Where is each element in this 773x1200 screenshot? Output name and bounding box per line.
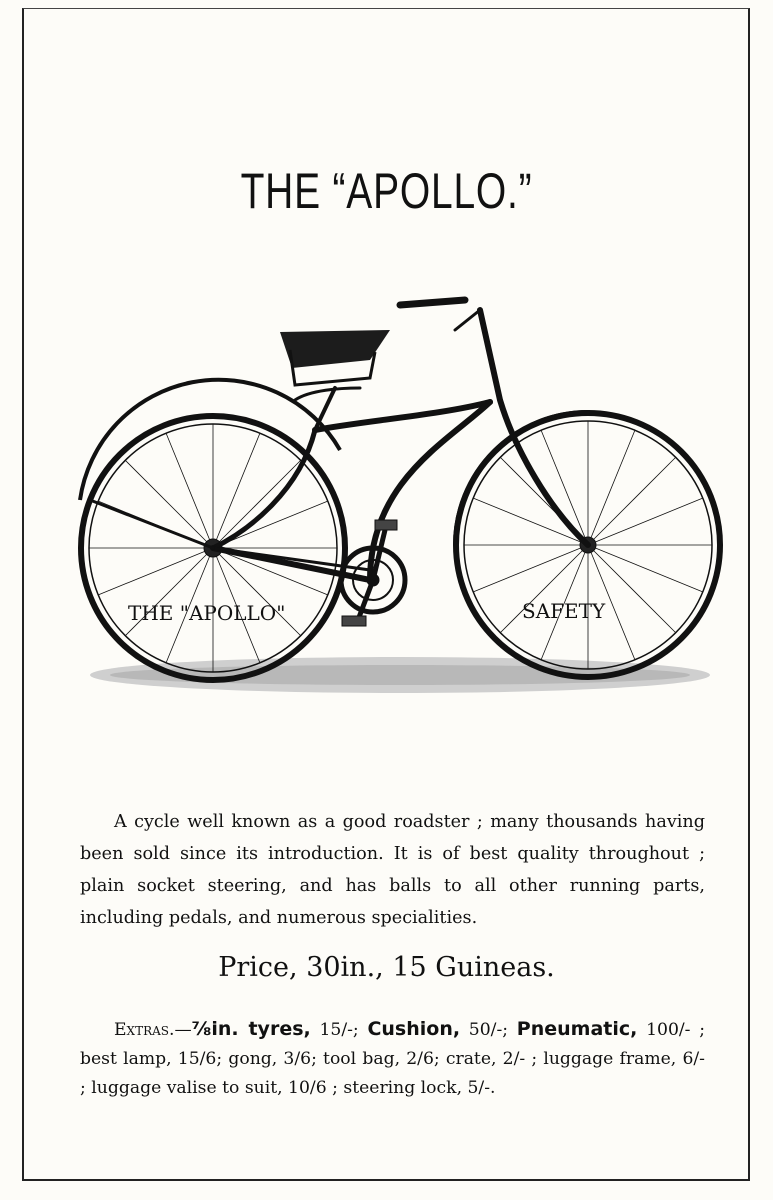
extras-cushion-label: Cushion, — [367, 1018, 461, 1040]
saddle — [280, 330, 390, 385]
extras-lead: Extras.— — [114, 1020, 192, 1040]
illustration-label-left: THE "APOLLO" — [128, 601, 286, 625]
bicycle-illustration — [70, 290, 730, 710]
illustration-label-right: SAFETY — [522, 599, 606, 623]
extras-cushion-price: 50/-; — [460, 1020, 517, 1040]
description-paragraph: A cycle well known as a good roadster ; many thousands having been sold since its introduction. It is of best quality throughout ; plain socket steering, and has balls to all other running parts, including pedals, and numerous specialities. — [80, 812, 705, 928]
page-title: THE “APOLLO.” — [240, 163, 533, 219]
extras-tyres-label: ⅞in. tyres, — [191, 1018, 311, 1040]
extras-tyres-price: 15/-; — [310, 1020, 368, 1040]
extras-pneumatic-label: Pneumatic, — [516, 1018, 638, 1040]
price-line: Price, 30in., 15 Guineas. — [218, 952, 555, 983]
extras-paragraph — [80, 1015, 705, 1103]
rear-wheel — [80, 380, 345, 680]
extras-rest: 100/- ; best lamp, 15/6; gong, 3/6; tool bag, 2/6; crate, 2/- ; luggage frame, 6/- ; luggage valise to suit, 10/6 ; steering lock, 5/-. — [80, 1020, 706, 1098]
